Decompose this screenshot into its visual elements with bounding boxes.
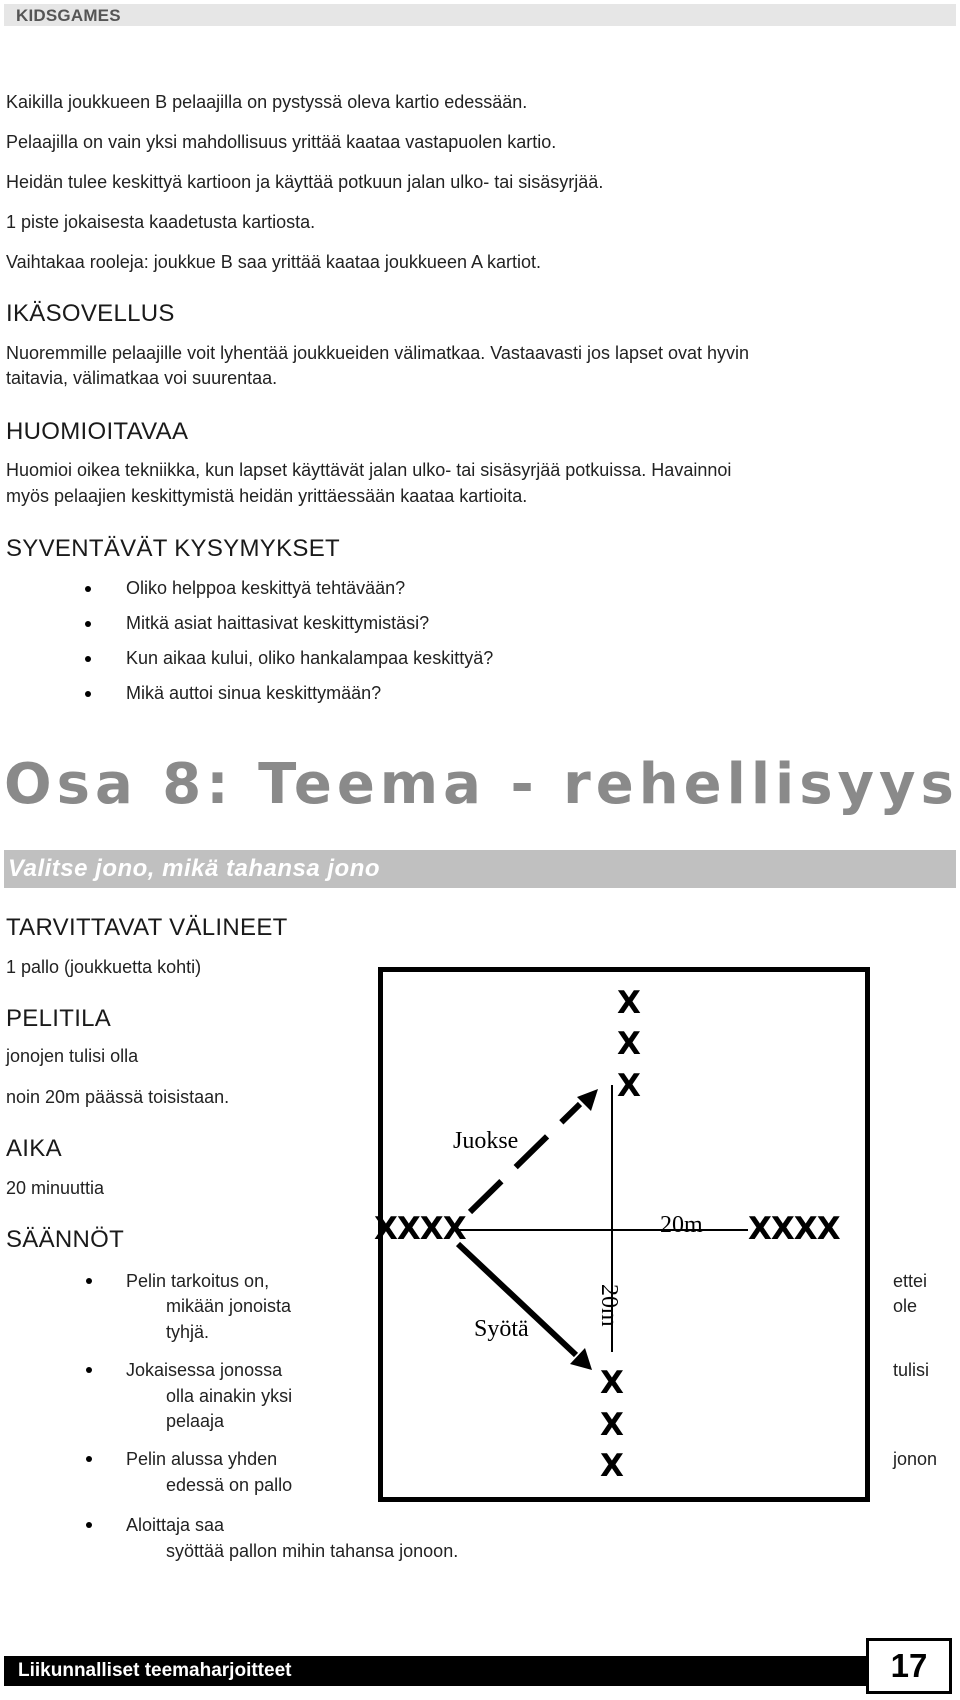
rule-text: ole	[893, 1296, 918, 1316]
bullet-dot	[86, 1456, 92, 1462]
rule-text: tyhjä.	[166, 1322, 210, 1342]
right-player-line: XXXX	[748, 1211, 840, 1247]
list-item: Mikä auttoi sinua keskittymään?	[0, 683, 493, 704]
footer-bar	[4, 1656, 876, 1686]
ikasovellus-text: Nuoremmille pelaajille voit lyhentää joukkueiden välimatkaa. Vastaavasti jos lapset ovat hyvin	[6, 343, 750, 363]
player-mark: X	[617, 1026, 641, 1062]
bullet-dot	[86, 1522, 92, 1528]
pelitila-text: jonojen tulisi olla	[6, 1046, 139, 1066]
rule-text: tulisi	[893, 1360, 930, 1380]
saannot-heading: SÄÄNNÖT	[6, 1226, 125, 1253]
label-distance-horizontal: 20m	[660, 1212, 703, 1238]
pelitila-heading: PELITILA	[6, 1005, 112, 1032]
pelitila-text: noin 20m päässä toisistaan.	[6, 1087, 230, 1107]
huomioitavaa-text: myös pelaajien keskittymistä heidän yrittäessään kaataa kartioita.	[6, 486, 528, 506]
rule-text: Jokaisessa jonossa	[126, 1360, 283, 1380]
huomioitavaa-heading: HUOMIOITAVAA	[6, 418, 189, 445]
list-item: Kun aikaa kului, oliko hankalampaa keskittyä?	[0, 648, 493, 669]
aika-heading: AIKA	[6, 1135, 62, 1162]
intro-line: Vaihtakaa rooleja: joukkue B saa yrittää kaataa joukkueen A kartiot.	[6, 252, 541, 272]
kysymykset-heading: SYVENTÄVÄT KYSYMYKSET	[6, 535, 340, 562]
list-item: Mitkä asiat haittasivat keskittymistäsi?	[0, 613, 493, 634]
huomioitavaa-text: Huomioi oikea tekniikka, kun lapset käyttävät jalan ulko- tai sisäsyrjää potkuissa. Havainnoi	[6, 460, 732, 480]
rule-text: syöttää pallon mihin tahansa jonoon.	[166, 1541, 459, 1561]
rule-text: jonon	[893, 1449, 938, 1469]
intro-line: Kaikilla joukkueen B pelaajilla on pystyssä oleva kartio edessään.	[6, 92, 528, 112]
footer-title: Liikunnalliset teemaharjoitteet	[18, 1660, 292, 1681]
label-run: Juokse	[453, 1128, 519, 1154]
rule-text: Pelin tarkoitus on,	[126, 1271, 270, 1291]
aika-text: 20 minuuttia	[6, 1178, 105, 1198]
list-item: Oliko helppoa keskittyä tehtävään?	[0, 578, 493, 599]
rule-text: mikään jonoista	[166, 1296, 292, 1316]
bullet-dot	[86, 1278, 92, 1284]
player-mark: X	[600, 1407, 624, 1443]
page-number: 17	[866, 1638, 952, 1694]
valineet-text: 1 pallo (joukkuetta kohti)	[6, 957, 202, 977]
rule-text: Aloittaja saa	[126, 1515, 225, 1535]
player-mark: X	[600, 1365, 624, 1401]
rule-text: olla ainakin yksi	[166, 1386, 293, 1406]
intro-line: Pelaajilla on vain yksi mahdollisuus yrittää kaataa vastapuolen kartio.	[6, 132, 557, 152]
intro-line: 1 piste jokaisesta kaadetusta kartiosta.	[6, 212, 316, 232]
player-mark: X	[617, 985, 641, 1021]
label-pass: Syötä	[474, 1316, 529, 1342]
label-distance-vertical: 20m	[596, 1284, 622, 1327]
intro-line: Heidän tulee keskittyä kartioon ja käyttää potkuun jalan ulko- tai sisäsyrjää.	[6, 172, 604, 192]
game-title: Valitse jono, mikä tahansa jono	[8, 855, 381, 882]
section-title: Osa 8: Teema - rehellisyys	[4, 752, 959, 817]
left-player-line: XXXX	[374, 1211, 466, 1247]
ikasovellus-heading: IKÄSOVELLUS	[6, 300, 175, 327]
header-label: KIDSGAMES	[16, 6, 121, 25]
rule-text: edessä on pallo	[166, 1475, 293, 1495]
rule-text: Pelin alussa yhden	[126, 1449, 278, 1469]
rule-text: pelaaja	[166, 1411, 225, 1431]
player-mark: X	[600, 1448, 624, 1484]
bullet-dot	[86, 1367, 92, 1373]
valineet-heading: TARVITTAVAT VÄLINEET	[6, 914, 288, 941]
rule-text: ettei	[893, 1271, 928, 1291]
player-mark: X	[617, 1068, 641, 1104]
run-arrow	[470, 1104, 580, 1212]
ikasovellus-text: taitavia, välimatkaa voi suurentaa.	[6, 368, 278, 388]
